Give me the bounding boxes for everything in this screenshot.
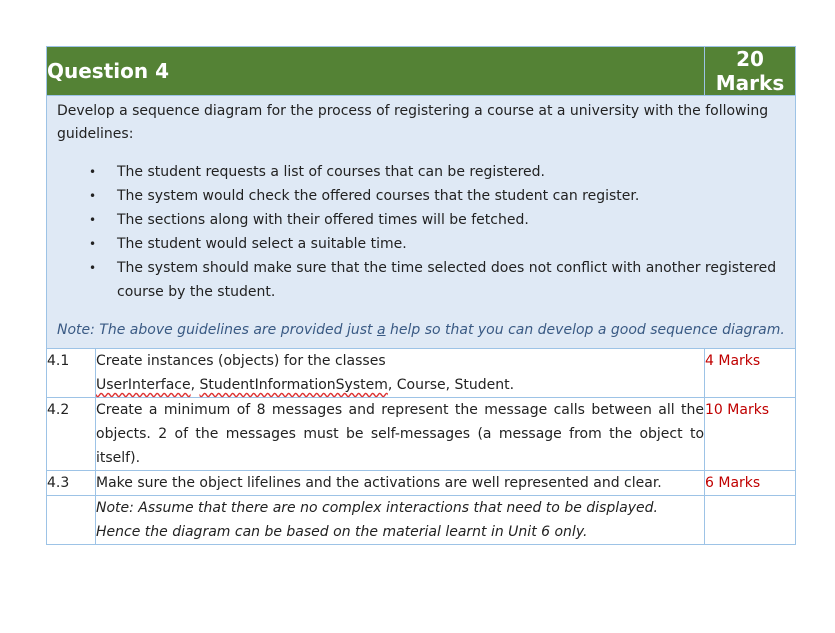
question-table <box>46 46 796 545</box>
list-item: • The system should make sure that the time selected does not conflict with another registered course by the student. <box>57 256 791 304</box>
list-item: • The sections along with their offered times will be fetched. <box>57 208 791 232</box>
task-number: 4.2 <box>47 398 96 471</box>
list-item: • The student requests a list of courses that can be registered. <box>57 160 791 184</box>
bullet-icon: • <box>89 237 97 251</box>
instructions-text: Develop a sequence diagram for the process of registering a course at a university with the following guidelines: <box>57 103 769 142</box>
list-item: • The student would select a suitable time. <box>57 232 791 256</box>
table-row <box>47 349 796 398</box>
empty-cell <box>705 496 796 545</box>
bullet-icon: • <box>89 213 97 227</box>
task-text: Create instances (objects) for the classes UserInterface, StudentInformationSystem, Course, Student. <box>96 349 705 398</box>
table-row <box>47 496 796 545</box>
instructions-section <box>47 96 796 349</box>
question-title: Question 4 <box>47 47 705 96</box>
task-number: 4.1 <box>47 349 96 398</box>
bullet-icon: • <box>89 261 97 275</box>
bullet-icon: • <box>89 189 97 203</box>
bullet-icon: • <box>89 165 97 179</box>
task-number: 4.3 <box>47 471 96 496</box>
guideline-note: Note: The above guidelines are provided just a help so that you can develop a good sequence diagram. <box>57 322 785 338</box>
footnote: Note: Assume that there are no complex interactions that need to be displayed. Hence the diagram can be based on the material learnt in Unit 6 only. <box>96 496 705 545</box>
task-marks: 4 Marks <box>705 349 796 398</box>
task-text: Create a minimum of 8 messages and represent the message calls between all the objects. 2 of the messages must be self-messages (a message from the object to itself). <box>96 398 705 471</box>
task-text: Make sure the object lifelines and the activations are well represented and clear. <box>96 471 705 496</box>
list-item: • The system would check the offered courses that the student can register. <box>57 184 791 208</box>
question-header <box>47 47 796 96</box>
task-marks: 6 Marks <box>705 471 796 496</box>
guideline-list <box>57 160 791 304</box>
table-row <box>47 398 796 471</box>
table-row <box>47 471 796 496</box>
empty-cell <box>47 496 96 545</box>
total-marks: 20 Marks <box>705 47 796 96</box>
task-marks: 10 Marks <box>705 398 796 471</box>
